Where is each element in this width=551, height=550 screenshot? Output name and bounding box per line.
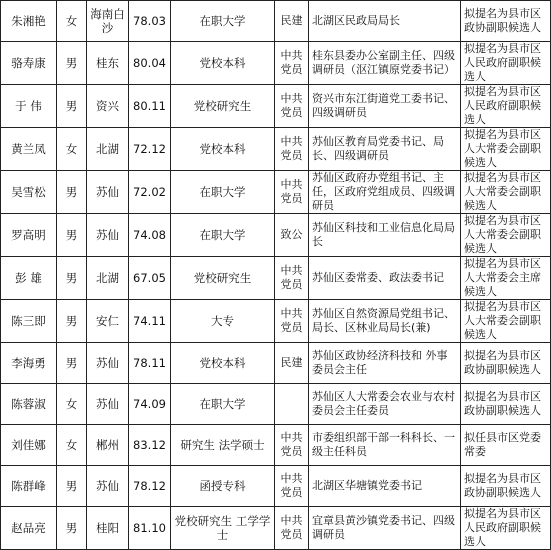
cell-proposal: 拟任县市区党委常委	[461, 425, 551, 466]
cell-birth: 78.03	[129, 1, 171, 42]
cell-education: 党校本科	[171, 128, 275, 171]
cell-gender: 男	[57, 507, 87, 550]
cell-party: 致公	[275, 214, 309, 257]
cell-origin: 北湖	[87, 257, 129, 300]
cell-gender: 男	[57, 300, 87, 343]
cell-education: 函授专科	[171, 466, 275, 507]
cell-origin: 桂东	[87, 42, 129, 85]
cell-origin: 苏仙	[87, 171, 129, 214]
cell-gender: 女	[57, 1, 87, 42]
cell-gender: 男	[57, 85, 87, 128]
cell-name: 于 伟	[1, 85, 57, 128]
cell-proposal: 拟提名为县市区人民政府副职候选人	[461, 85, 551, 128]
cell-party: 中共党员	[275, 171, 309, 214]
cell-education: 党校本科	[171, 343, 275, 384]
cell-education: 党校研究生 工学学士	[171, 507, 275, 550]
cell-birth: 78.11	[129, 343, 171, 384]
cell-birth: 72.02	[129, 171, 171, 214]
cell-origin: 苏仙	[87, 214, 129, 257]
cell-party: 中共党员	[275, 257, 309, 300]
cell-party: 中共党员	[275, 425, 309, 466]
cell-name: 刘佳娜	[1, 425, 57, 466]
cell-party: 中共党员	[275, 128, 309, 171]
table-row	[1, 507, 551, 550]
candidate-table-body	[1, 1, 551, 550]
cell-party: 中共党员	[275, 85, 309, 128]
cell-name: 黄兰凤	[1, 128, 57, 171]
cell-proposal: 拟提名为县市区人大常委会副职候选人	[461, 128, 551, 171]
cell-gender: 男	[57, 257, 87, 300]
cell-origin: 海南白沙	[87, 1, 129, 42]
cell-birth: 81.10	[129, 507, 171, 550]
cell-name: 朱湘艳	[1, 1, 57, 42]
cell-proposal: 拟提名为县市区人大常委会副职候选人	[461, 171, 551, 214]
cell-birth: 74.08	[129, 214, 171, 257]
cell-origin: 郴州	[87, 425, 129, 466]
cell-name: 李海勇	[1, 343, 57, 384]
cell-gender: 女	[57, 425, 87, 466]
cell-position: 北湖区华塘镇党委书记	[309, 466, 461, 507]
cell-education: 在职大学	[171, 171, 275, 214]
cell-origin: 苏仙	[87, 384, 129, 425]
cell-education: 党校本科	[171, 42, 275, 85]
cell-name: 陈群峰	[1, 466, 57, 507]
cell-position: 苏仙区人大常委会农业与农村委员会主任委员	[309, 384, 461, 425]
cell-proposal: 拟提名为县市区人民政府副职候选人	[461, 507, 551, 550]
cell-name: 骆寿康	[1, 42, 57, 85]
cell-position: 苏仙区自然资源局党组书记、局长、区林业局局长(兼)	[309, 300, 461, 343]
cell-position: 桂东县委办公室副主任、四级调研员（沤江镇原党委书记）	[309, 42, 461, 85]
cell-education: 在职大学	[171, 1, 275, 42]
table-row	[1, 343, 551, 384]
cell-party: 民建	[275, 1, 309, 42]
cell-birth: 74.11	[129, 300, 171, 343]
cell-name: 赵品亮	[1, 507, 57, 550]
cell-education: 党校研究生	[171, 85, 275, 128]
cell-gender: 男	[57, 466, 87, 507]
cell-position: 苏仙区政府办党组书记、主任，区政府党组成员、四级调研员	[309, 171, 461, 214]
cell-party: 中共党员	[275, 507, 309, 550]
cell-party: 民建	[275, 343, 309, 384]
cell-position: 苏仙区政协经济科技和 外事委员会主任	[309, 343, 461, 384]
cell-origin: 资兴	[87, 85, 129, 128]
cell-position: 宜章县黄沙镇党委书记、四级调研员	[309, 507, 461, 550]
cell-position: 资兴市东江街道党工委书记、四级调研员	[309, 85, 461, 128]
table-row	[1, 384, 551, 425]
cell-gender: 女	[57, 384, 87, 425]
cell-proposal: 拟提名为县市区政协副职候选人	[461, 384, 551, 425]
cell-birth: 72.12	[129, 128, 171, 171]
cell-name: 彭 雄	[1, 257, 57, 300]
cell-party: 中共党员	[275, 42, 309, 85]
cell-gender: 男	[57, 42, 87, 85]
cell-birth: 80.04	[129, 42, 171, 85]
cell-gender: 男	[57, 343, 87, 384]
cell-position: 苏仙区委常委、政法委书记	[309, 257, 461, 300]
cell-proposal: 拟提名为县市区人民政府副职候选人	[461, 42, 551, 85]
cell-education: 研究生 法学硕士	[171, 425, 275, 466]
cell-proposal: 拟提名为县市区人大常委会主席候选人	[461, 257, 551, 300]
cell-birth: 78.12	[129, 466, 171, 507]
cell-education: 在职大学	[171, 214, 275, 257]
cell-origin: 安仁	[87, 300, 129, 343]
cell-proposal: 拟提名为县市区政协副职候选人	[461, 343, 551, 384]
cell-origin: 北湖	[87, 128, 129, 171]
cell-name: 陈蓉淑	[1, 384, 57, 425]
cell-name: 吴雪松	[1, 171, 57, 214]
table-row	[1, 425, 551, 466]
cell-party: 中共党员	[275, 300, 309, 343]
cell-position: 市委组织部干部一科科长、一级主任科员	[309, 425, 461, 466]
cell-proposal: 拟提名为县市区政协副职候选人	[461, 1, 551, 42]
cell-origin: 桂阳	[87, 507, 129, 550]
cell-party: 中共党员	[275, 466, 309, 507]
cell-origin: 苏仙	[87, 343, 129, 384]
table-row	[1, 42, 551, 85]
cell-name: 罗高明	[1, 214, 57, 257]
table-row	[1, 171, 551, 214]
table-row	[1, 128, 551, 171]
table-row	[1, 466, 551, 507]
cell-party	[275, 384, 309, 425]
cell-position: 苏仙区教育局党委书记、局长、四级调研员	[309, 128, 461, 171]
cell-origin: 苏仙	[87, 466, 129, 507]
table-row	[1, 85, 551, 128]
cell-position: 苏仙区科技和工业信息化局局长	[309, 214, 461, 257]
table-row	[1, 300, 551, 343]
cell-gender: 男	[57, 214, 87, 257]
cell-gender: 女	[57, 128, 87, 171]
cell-birth: 80.11	[129, 85, 171, 128]
cell-education: 党校研究生	[171, 257, 275, 300]
cell-education: 在职大学	[171, 384, 275, 425]
cell-proposal: 拟提名为县市区人大常委会副职候选人	[461, 214, 551, 257]
cell-proposal: 拟提名为县市区人大常委会副职候选人	[461, 300, 551, 343]
cell-proposal: 拟提名为县市区政协副职候选人	[461, 466, 551, 507]
table-row	[1, 214, 551, 257]
cell-gender: 男	[57, 171, 87, 214]
cell-birth: 83.12	[129, 425, 171, 466]
table-row	[1, 1, 551, 42]
cell-education: 大专	[171, 300, 275, 343]
cell-name: 陈三即	[1, 300, 57, 343]
cell-position: 北湖区民政局局长	[309, 1, 461, 42]
cell-birth: 74.09	[129, 384, 171, 425]
table-row	[1, 257, 551, 300]
cell-birth: 67.05	[129, 257, 171, 300]
